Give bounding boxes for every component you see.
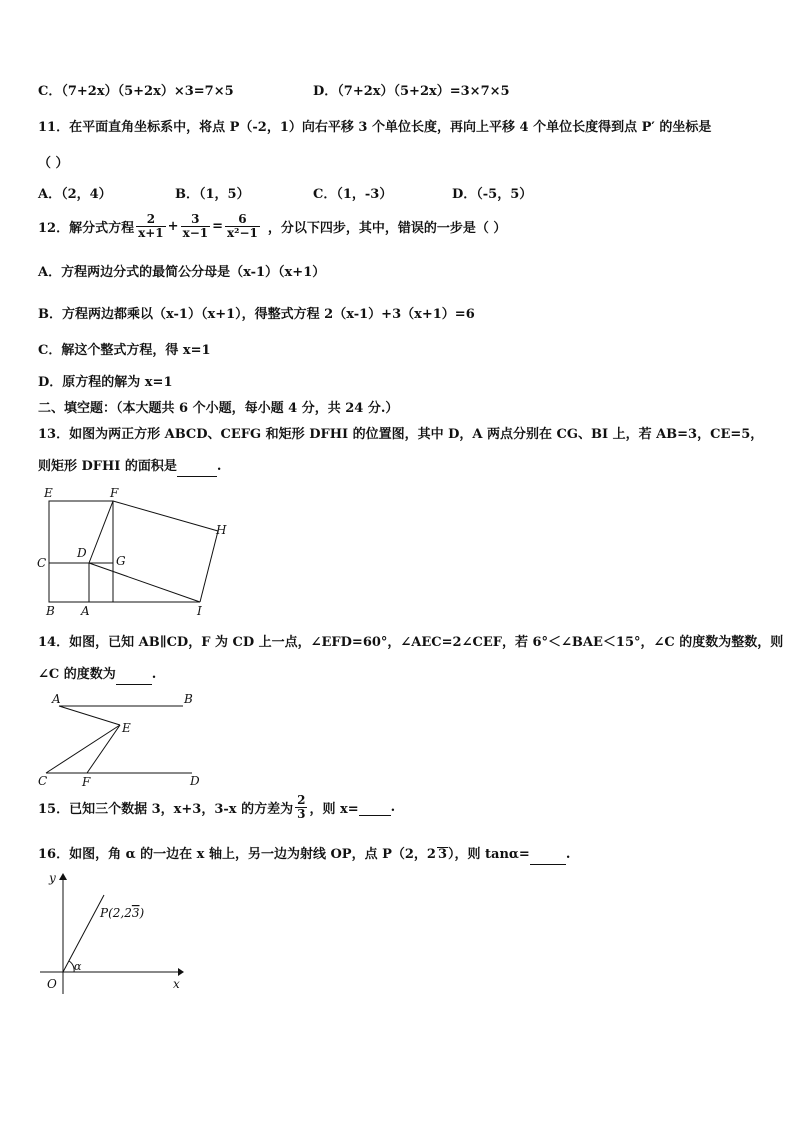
q13-label-i: I [197, 604, 202, 618]
q12-fraction-2 [181, 213, 211, 240]
q14-line2-end: . [151, 667, 157, 682]
q16-figure [30, 872, 190, 1001]
q13-line-hi [200, 531, 218, 602]
q10-option-d: D．（7+2x）（5+2x）=3×7×5 [313, 84, 510, 99]
q14-line-ae [59, 706, 120, 725]
q12-option-b: B．方程两边都乘以（x-1）（x+1），得整式方程 2（x-1）+3（x+1）=6 [38, 307, 475, 322]
q16-answer-blank [530, 846, 566, 865]
q14-line2-text: ∠C 的度数为 [38, 667, 116, 682]
q12-fraction-1 [136, 213, 166, 240]
q13-label-b: B [46, 604, 55, 618]
q12-equals: = [212, 219, 224, 234]
q14-line-ec [46, 725, 120, 773]
q13-line1: 13．如图为两正方形 ABCD、CEFG 和矩形 DFHI 的位置图，其中 D，A 两点分别在 CG、BI 上，若 AB=3，CE=5， [38, 427, 764, 442]
q13-line-fd [89, 501, 113, 563]
q15-answer-blank [359, 800, 391, 816]
q13-line-fh [113, 501, 218, 531]
q12-fraction-3 [225, 213, 260, 240]
q12-f1-num: 2 [146, 212, 156, 226]
q13-label-a: A [81, 604, 90, 618]
q16-label-alpha: α [74, 960, 82, 973]
q16-end: . [565, 847, 571, 862]
q16-stem [38, 846, 570, 865]
q11-option-b: B．（1，5） [175, 187, 250, 202]
q12-suffix: ，分以下四步，其中，错误的一步是（ ） [267, 221, 507, 236]
q14-label-c: C [38, 774, 48, 788]
q16-label-y: y [49, 872, 56, 885]
q16-x-arrow-icon [178, 968, 184, 976]
q12-plus: + [167, 219, 179, 234]
q15-suffix: ，则 x= [309, 802, 359, 817]
q14-line1: 14．如图，已知 AB∥CD，F 为 CD 上一点，∠EFD=60°，∠AEC=2∠CEF，若 6°＜∠BAE＜15°，∠C 的度数为整数，则 [38, 635, 784, 650]
q16-suffix: ），则 tanα= [448, 847, 530, 862]
q13-label-f: F [110, 486, 119, 500]
q13-line-di [89, 563, 200, 602]
q12-f2-den: x−1 [182, 226, 209, 240]
q12-prefix: 12．解分式方程 [38, 221, 135, 236]
q11-stem: 11．在平面直角坐标系中，将点 P（-2，1）向右平移 3 个单位长度，再向上平移 4 个单位长度得到点 P′ 的坐标是 [38, 120, 712, 135]
q13-label-e: E [44, 486, 53, 500]
q13-label-h: H [216, 523, 227, 537]
q12-f1-den: x+1 [138, 226, 164, 240]
q16-prefix: 16．如图，角 α 的一边在 x 轴上，另一边为射线 OP，点 P（2，2 [38, 847, 436, 862]
q16-label-o: O [47, 977, 57, 991]
section-heading: 二、填空题：（本大题共 6 个小题，每小题 4 分，共 24 分.） [38, 401, 399, 416]
q15-f-num: 2 [297, 793, 306, 807]
q16-label-x: x [173, 977, 180, 991]
q10-option-c: C．（7+2x）（5+2x）×3=7×5 [38, 84, 234, 99]
q16-label-p: P(2,23) [100, 906, 145, 920]
q14-label-a: A [52, 692, 61, 706]
q11-option-a: A．（2，4） [38, 187, 112, 202]
q12-stem [38, 213, 506, 240]
q14-label-b: B [184, 692, 193, 706]
q12-option-c: C．解这个整式方程，得 x=1 [38, 343, 211, 358]
q14-label-f: F [82, 775, 91, 789]
q14-answer-blank [116, 666, 152, 685]
q13-label-c: C [37, 556, 47, 570]
q16-y-arrow-icon [59, 873, 67, 880]
q14-figure [30, 688, 210, 794]
q13-line2-end: . [216, 459, 222, 474]
q14-line2 [38, 666, 156, 685]
q13-figure [30, 485, 240, 624]
q12-f2-num: 3 [191, 212, 200, 226]
q15-fraction [295, 794, 307, 821]
q12-option-a: A．方程两边分式的最简公分母是（x-1）（x+1） [38, 265, 326, 280]
q15-prefix: 15．已知三个数据 3，x+3，3-x 的方差为 [38, 802, 294, 817]
q14-label-d: D [190, 774, 200, 788]
q13-answer-blank [177, 458, 217, 477]
q12-option-d: D．原方程的解为 x=1 [38, 375, 173, 390]
q15-end: . [390, 800, 396, 815]
q11-option-c: C．（1，-3） [313, 187, 393, 202]
q13-label-g: G [116, 554, 126, 568]
q13-label-d: D [77, 546, 87, 560]
q13-line2-text: 则矩形 DFHI 的面积是 [38, 459, 177, 474]
q15-stem [38, 794, 395, 821]
q16-sqrt: 3 [437, 847, 448, 862]
q14-line-ef [87, 725, 120, 773]
q15-f-den: 3 [297, 807, 306, 821]
q12-f3-num: 6 [238, 212, 247, 226]
q16-ray-op [63, 895, 104, 972]
q13-line2 [38, 458, 221, 477]
q12-f3-den: x²−1 [227, 226, 258, 240]
q14-label-e: E [122, 721, 131, 735]
q11-paren: （ ） [38, 156, 69, 171]
q11-option-d: D．（-5，5） [452, 187, 533, 202]
